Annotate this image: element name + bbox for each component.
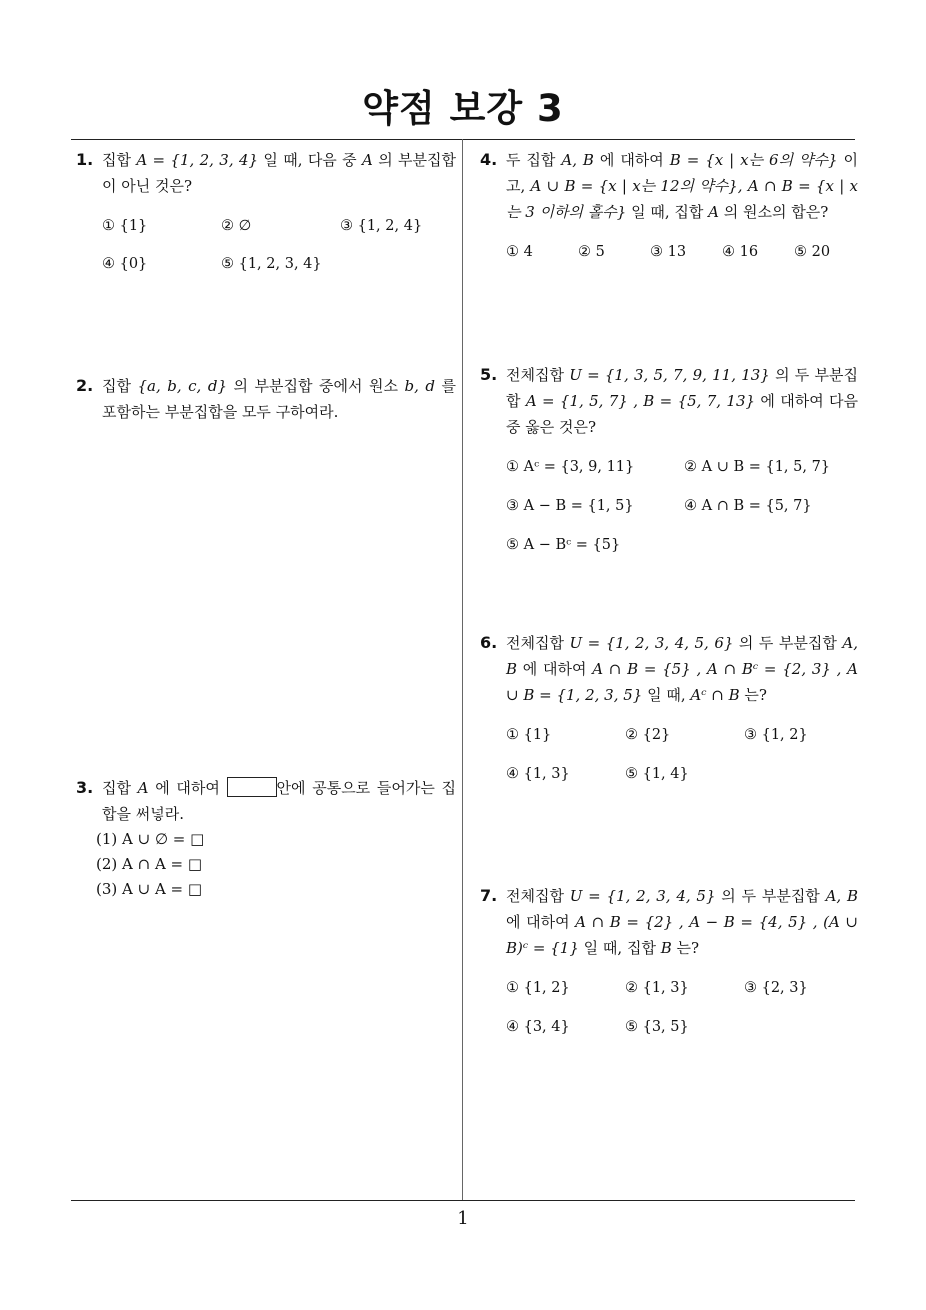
q6-math: Aᶜ ∩ B bbox=[690, 686, 740, 704]
q7-math: A ∩ B = {2} , A − B = {4, 5} , (A ∪ B)ᶜ = {1} bbox=[506, 913, 858, 957]
q7-text: 일 때, 집합 bbox=[578, 939, 661, 957]
q1-math: A = {1, 2, 3, 4} bbox=[136, 151, 259, 169]
question-1-number: 1. bbox=[76, 150, 94, 169]
question-1 bbox=[76, 147, 456, 293]
q7-math: A, B bbox=[825, 887, 858, 905]
option-5[interactable]: ⑤ {3, 5} bbox=[625, 1019, 689, 1035]
question-4-options bbox=[480, 239, 858, 279]
question-3-stem bbox=[76, 775, 456, 827]
sub-item-1: (1) A ∪ ∅ = □ bbox=[96, 830, 205, 848]
question-3 bbox=[76, 775, 456, 902]
page-number: 1 bbox=[457, 1208, 469, 1229]
option-5[interactable]: ⑤ {1, 2, 3, 4} bbox=[221, 256, 322, 272]
question-2-number: 2. bbox=[76, 376, 94, 395]
question-6-number: 6. bbox=[480, 633, 498, 652]
q6-text: 일 때, bbox=[642, 686, 691, 704]
q1-text: 집합 bbox=[102, 151, 137, 169]
q4-math: B = {x | x는 6의 약수} bbox=[669, 151, 838, 169]
q6-text: 의 두 부분집합 bbox=[733, 634, 843, 652]
question-5-options bbox=[480, 454, 858, 564]
option-2[interactable]: ② A ∪ B = {1, 5, 7} bbox=[684, 459, 831, 475]
sub-item-3: (3) A ∪ A = □ bbox=[96, 880, 203, 898]
q7-text: 는? bbox=[671, 939, 700, 957]
q1-math: A bbox=[362, 151, 373, 169]
q3-text: 집합 bbox=[102, 779, 138, 797]
question-6-options bbox=[480, 722, 858, 802]
answer-blank-box[interactable] bbox=[227, 777, 277, 797]
question-6 bbox=[480, 630, 858, 802]
question-3-number: 3. bbox=[76, 778, 94, 797]
option-4[interactable]: ④ {1, 3} bbox=[506, 766, 570, 782]
q6-text: 는? bbox=[739, 686, 767, 704]
option-3[interactable]: ③ 13 bbox=[650, 244, 687, 260]
question-7-options bbox=[480, 975, 858, 1055]
option-1[interactable]: ① {1, 2} bbox=[506, 980, 570, 996]
q4-math: A bbox=[708, 203, 719, 221]
question-2-stem bbox=[76, 373, 456, 425]
q6-math: U = {1, 2, 3, 4, 5, 6} bbox=[569, 634, 734, 652]
q5-text: 에 대하여 다음 중 옳은 것은? bbox=[506, 392, 859, 436]
question-5 bbox=[480, 362, 858, 564]
question-5-number: 5. bbox=[480, 365, 498, 384]
q4-text: 이고, bbox=[506, 151, 858, 195]
question-1-stem bbox=[76, 147, 456, 199]
option-1[interactable]: ① {1} bbox=[102, 218, 148, 234]
q5-text: 전체집합 bbox=[506, 366, 570, 384]
q6-text: 전체집합 bbox=[506, 634, 570, 652]
question-7-stem bbox=[480, 883, 858, 961]
question-4 bbox=[480, 147, 858, 279]
q5-math: U = {1, 3, 5, 7, 9, 11, 13} bbox=[569, 366, 770, 384]
q1-text: 일 때, 다음 중 bbox=[258, 151, 362, 169]
option-3[interactable]: ③ A − B = {1, 5} bbox=[506, 498, 634, 514]
question-7-number: 7. bbox=[480, 886, 498, 905]
question-1-options bbox=[76, 213, 456, 293]
question-7 bbox=[480, 883, 858, 1055]
q4-math: A, B bbox=[561, 151, 594, 169]
q2-text: 집합 bbox=[102, 377, 138, 395]
top-divider bbox=[71, 139, 855, 140]
option-5[interactable]: ⑤ {1, 4} bbox=[625, 766, 689, 782]
q2-text: 의 부분집합 중에서 원소 bbox=[227, 377, 405, 395]
q7-math: B bbox=[660, 939, 672, 957]
option-1[interactable]: ① {1} bbox=[506, 727, 552, 743]
option-2[interactable]: ② 5 bbox=[578, 244, 605, 260]
bottom-divider bbox=[71, 1200, 855, 1201]
q7-math: U = {1, 2, 3, 4, 5} bbox=[569, 887, 716, 905]
column-divider bbox=[462, 139, 463, 1201]
option-4[interactable]: ④ 16 bbox=[722, 244, 759, 260]
q7-text: 에 대하여 bbox=[506, 913, 576, 931]
option-5[interactable]: ⑤ A − Bᶜ = {5} bbox=[506, 537, 621, 553]
option-2[interactable]: ② {1, 3} bbox=[625, 980, 689, 996]
q6-math: A, B bbox=[506, 634, 858, 678]
q6-text: 에 대하여 bbox=[517, 660, 593, 678]
option-3[interactable]: ③ {1, 2, 4} bbox=[340, 218, 423, 234]
q3-text: 에 대하여 bbox=[148, 779, 227, 797]
question-6-stem bbox=[480, 630, 858, 708]
q4-text: 의 원소의 합은? bbox=[719, 203, 829, 221]
question-4-stem bbox=[480, 147, 858, 225]
question-2 bbox=[76, 373, 456, 425]
question-4-number: 4. bbox=[480, 150, 498, 169]
q5-math: A = {1, 5, 7} , B = {5, 7, 13} bbox=[525, 392, 756, 410]
question-5-stem bbox=[480, 362, 858, 440]
q7-text: 전체집합 bbox=[506, 887, 570, 905]
q4-text: 에 대하여 bbox=[593, 151, 670, 169]
option-4[interactable]: ④ {3, 4} bbox=[506, 1019, 570, 1035]
q2-math: b, d bbox=[404, 377, 435, 395]
q5-text: 의 두 부분집합 bbox=[506, 366, 858, 410]
q4-math: A ∪ B = {x | x는 12의 약수}, A ∩ B = {x | x는 3 이하의 홀수} bbox=[506, 177, 858, 221]
option-3[interactable]: ③ {1, 2} bbox=[744, 727, 808, 743]
option-2[interactable]: ② ∅ bbox=[221, 218, 252, 234]
q2-text: 를 포함하는 부분집합을 모두 구하여라. bbox=[102, 377, 456, 421]
option-1[interactable]: ① 4 bbox=[506, 244, 533, 260]
q2-math: {a, b, c, d} bbox=[137, 377, 227, 395]
q1-text: 의 부분집합이 아닌 것은? bbox=[102, 151, 456, 195]
option-3[interactable]: ③ {2, 3} bbox=[744, 980, 808, 996]
option-5[interactable]: ⑤ 20 bbox=[794, 244, 831, 260]
q3-math: A bbox=[137, 779, 149, 797]
option-4[interactable]: ④ {0} bbox=[102, 256, 148, 272]
q4-text: 두 집합 bbox=[506, 151, 562, 169]
sub-item-2: (2) A ∩ A = □ bbox=[96, 855, 203, 873]
option-2[interactable]: ② {2} bbox=[625, 727, 671, 743]
option-1[interactable]: ① Aᶜ = {3, 9, 11} bbox=[506, 459, 635, 475]
page-title: 약점 보강 3 bbox=[362, 87, 564, 130]
q6-math: A ∩ B = {5} , A ∩ Bᶜ = {2, 3} , A ∪ B = {1, 2, 3, 5} bbox=[506, 660, 858, 704]
q3-text: 안에 공통으로 들어가는 집합을 써넣라. bbox=[102, 779, 457, 823]
q7-text: 의 두 부분집합 bbox=[715, 887, 826, 905]
q4-text: 일 때, 집합 bbox=[626, 203, 709, 221]
option-4[interactable]: ④ A ∩ B = {5, 7} bbox=[684, 498, 812, 514]
